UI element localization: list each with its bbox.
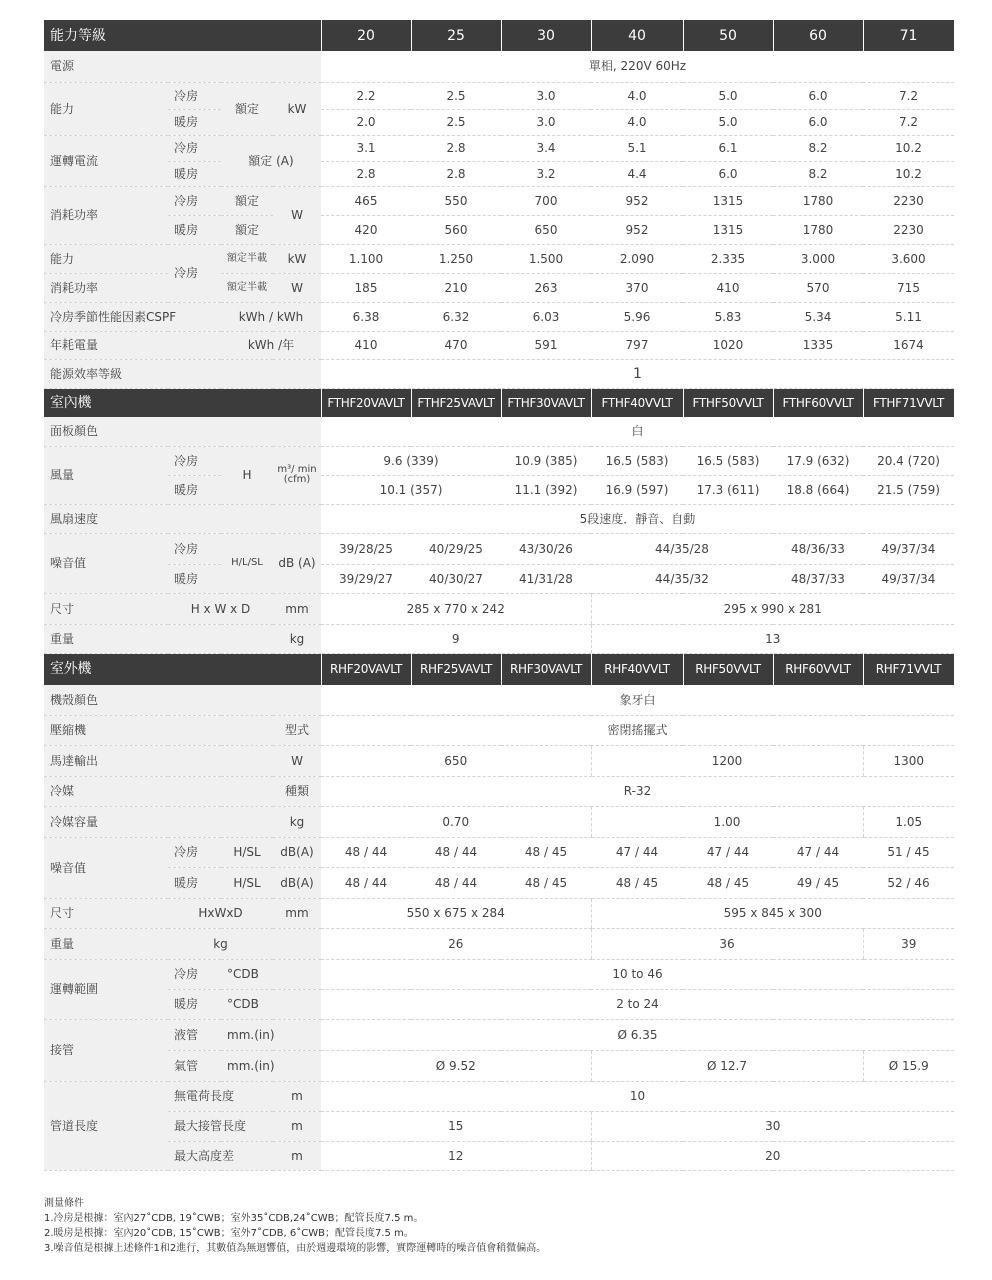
unit-label: 種類	[273, 776, 321, 806]
value-cell: 48 / 45	[501, 837, 591, 867]
value-cell: 550	[411, 186, 501, 215]
value-cell: 5.0	[683, 82, 773, 109]
value-cell: 10 to 46	[321, 959, 954, 989]
charge-row	[44, 806, 954, 837]
maxheight-row	[44, 1141, 954, 1170]
value-cell: 36	[591, 928, 863, 959]
value-cell: 410	[321, 331, 411, 359]
value-cell: 650	[501, 215, 591, 244]
value-cell: Ø 6.35	[321, 1019, 954, 1050]
value-cell: 5.34	[773, 302, 863, 331]
value-cell: 21.5 (759)	[863, 475, 954, 504]
rated-label: 額定	[221, 215, 273, 244]
refrigerant-value: R-32	[321, 776, 954, 806]
value-cell: 1.100	[321, 244, 411, 273]
value-cell: 48 / 45	[501, 867, 591, 898]
value-cell: 591	[501, 331, 591, 359]
value-cell: 3.0	[501, 82, 591, 109]
consumption-heat-row	[44, 215, 954, 244]
model-col: 71	[863, 20, 954, 51]
unit-label: kWh /年	[221, 331, 321, 359]
model-col: RHF40VVLT	[591, 653, 683, 685]
value-cell: 48 / 45	[683, 867, 773, 898]
compressor-label: 壓縮機	[44, 715, 273, 745]
liquid-pipe-row	[44, 1019, 954, 1050]
noload-label: 無電荷長度	[168, 1081, 273, 1111]
pipe-label: 接管	[44, 1019, 168, 1081]
value-cell: 185	[321, 273, 411, 302]
value-cell: 49/37/34	[863, 533, 954, 564]
value-cell: 48 / 44	[321, 867, 411, 898]
value-cell: 52 / 46	[863, 867, 954, 898]
value-cell: 48 / 45	[591, 867, 683, 898]
value-cell: 47 / 44	[773, 837, 863, 867]
model-col: RHF20VAVLT	[321, 653, 411, 685]
motor-label: 馬達輸出	[44, 745, 273, 776]
mode-label: H/L/SL	[221, 533, 273, 593]
annual-row	[44, 331, 954, 359]
rated-half-label: 額定半載	[221, 244, 273, 273]
panel-row	[44, 417, 954, 446]
value-cell: 3.1	[321, 135, 411, 161]
model-col: RHF60VVLT	[773, 653, 863, 685]
value-cell: 44/35/28	[591, 533, 773, 564]
unit-label: kW	[273, 82, 321, 135]
indoor-noise-cool-row	[44, 533, 954, 564]
fan-label: 風扇速度	[44, 504, 321, 533]
motor-row	[44, 745, 954, 776]
rated-label: 額定 (A)	[221, 135, 321, 186]
model-col: FTHF20VAVLT	[321, 388, 411, 417]
heat-label: 暖房	[168, 564, 221, 593]
model-col: 25	[411, 20, 501, 51]
cspf-row	[44, 302, 954, 331]
airflow-cool-row	[44, 446, 954, 475]
note-line: 2.暖房是根據：室內20˚CDB, 15˚CWB；室外7˚CDB, 6˚CWB；配管長度7.5 m。	[44, 1228, 414, 1239]
weight-label: 重量	[44, 624, 168, 653]
unit-label: W	[273, 273, 321, 302]
value-cell: 39/29/27	[321, 564, 411, 593]
value-cell: 370	[591, 273, 683, 302]
casing-value: 象牙白	[321, 685, 954, 715]
value-cell: 3.4	[501, 135, 591, 161]
value-cell: 10.2	[863, 161, 954, 186]
fan-row	[44, 504, 954, 533]
value-cell: 48/37/33	[773, 564, 863, 593]
value-cell: 470	[411, 331, 501, 359]
mode-label: H/SL	[221, 867, 273, 898]
half-capacity-label: 能力	[44, 244, 168, 273]
mode-label: H/SL	[221, 837, 273, 867]
value-cell: 2.8	[411, 161, 501, 186]
airflow-label: 風量	[44, 446, 168, 504]
value-cell: Ø 15.9	[863, 1050, 954, 1081]
model-col: 30	[501, 20, 591, 51]
value-cell: 1315	[683, 215, 773, 244]
unit-label: m	[273, 1081, 321, 1111]
unit-label: m³/ min (cfm)	[273, 446, 321, 504]
weight-label: 重量	[44, 928, 168, 959]
value-cell: 47 / 44	[683, 837, 773, 867]
model-col: 60	[773, 20, 863, 51]
value-cell: 2 to 24	[321, 989, 954, 1019]
value-cell: 952	[591, 215, 683, 244]
cool-label: 冷房	[168, 837, 221, 867]
maxlen-row	[44, 1111, 954, 1141]
value-cell: 952	[591, 186, 683, 215]
noise-label: 噪音值	[44, 533, 168, 593]
value-cell: 5.83	[683, 302, 773, 331]
value-cell: 1315	[683, 186, 773, 215]
refrigerant-row	[44, 776, 954, 806]
power-value: 單相, 220V 60Hz	[321, 51, 954, 82]
value-cell: 1.05	[863, 806, 954, 837]
length-label: 管道長度	[44, 1081, 168, 1170]
annual-label: 年耗電量	[44, 331, 221, 359]
value-cell: 17.9 (632)	[773, 446, 863, 475]
unit-label: mm	[273, 593, 321, 624]
unit-label: °CDB	[221, 959, 321, 989]
value-cell: 6.38	[321, 302, 411, 331]
value-cell: 700	[501, 186, 591, 215]
model-col: RHF71VVLT	[863, 653, 954, 685]
indoor-header-row	[44, 388, 954, 417]
value-cell: 263	[501, 273, 591, 302]
value-cell: 715	[863, 273, 954, 302]
value-cell: 1780	[773, 215, 863, 244]
capacity-cool-row	[44, 82, 954, 109]
value-cell: 5.1	[591, 135, 683, 161]
maxlen-label: 最大接管長度	[168, 1111, 273, 1141]
value-cell: 39	[863, 928, 954, 959]
heat-label: 暖房	[168, 475, 221, 504]
unit-label: kW	[273, 244, 321, 273]
value-cell: 48 / 44	[321, 837, 411, 867]
value-cell: 1674	[863, 331, 954, 359]
indoor-title: 室內機	[44, 388, 321, 417]
value-cell: 1200	[591, 745, 863, 776]
dims-label: HxWxD	[168, 898, 273, 928]
value-cell: 49 / 45	[773, 867, 863, 898]
capacity-heat-row	[44, 109, 954, 135]
measurement-notes	[44, 1196, 546, 1256]
heat-label: 暖房	[168, 109, 221, 135]
cool-label: 冷房	[168, 446, 221, 475]
value-cell: 10.9 (385)	[501, 446, 591, 475]
value-cell: 2.8	[411, 135, 501, 161]
value-cell: 6.32	[411, 302, 501, 331]
value-cell: 1.500	[501, 244, 591, 273]
unit-label: mm.(in)	[221, 1050, 321, 1081]
value-cell: 13	[591, 624, 954, 653]
value-cell: 4.0	[591, 109, 683, 135]
size-label: 尺寸	[44, 593, 168, 624]
half-capacity-row	[44, 244, 954, 273]
rated-label: 額定	[221, 186, 273, 215]
gas-label: 氣管	[168, 1050, 221, 1081]
unit-label: m	[273, 1111, 321, 1141]
model-col: 50	[683, 20, 773, 51]
dims-label: H x W x D	[168, 593, 273, 624]
value-cell: 10.2	[863, 135, 954, 161]
value-cell: 6.1	[683, 135, 773, 161]
value-cell: 3.600	[863, 244, 954, 273]
indoor-noise-heat-row	[44, 564, 954, 593]
outdoor-noise-cool-row	[44, 837, 954, 867]
model-col: FTHF30VAVLT	[501, 388, 591, 417]
compressor-row	[44, 715, 954, 745]
value-cell: 5.96	[591, 302, 683, 331]
value-cell: 51 / 45	[863, 837, 954, 867]
value-cell: 295 x 990 x 281	[591, 593, 954, 624]
model-col: FTHF60VVLT	[773, 388, 863, 417]
panel-value: 白	[321, 417, 954, 446]
size-label: 尺寸	[44, 898, 168, 928]
value-cell: 44/35/32	[591, 564, 773, 593]
compressor-value: 密閉搖擺式	[321, 715, 954, 745]
model-col: RHF25VAVLT	[411, 653, 501, 685]
value-cell: 285 x 770 x 242	[321, 593, 591, 624]
model-col: RHF30VAVLT	[501, 653, 591, 685]
model-col: FTHF71VVLT	[863, 388, 954, 417]
value-cell: 4.4	[591, 161, 683, 186]
efficiency-row	[44, 359, 954, 388]
cool-label: 冷房	[168, 135, 221, 161]
current-cool-row	[44, 135, 954, 161]
value-cell: 410	[683, 273, 773, 302]
value-cell: 7.2	[863, 109, 954, 135]
unit-label: dB(A)	[273, 867, 321, 898]
efficiency-value: 1	[321, 359, 954, 388]
value-cell: Ø 9.52	[321, 1050, 591, 1081]
model-col: FTHF25VAVLT	[411, 388, 501, 417]
unit-label: kg	[168, 928, 273, 959]
value-cell: 3.0	[501, 109, 591, 135]
value-cell: 3.000	[773, 244, 863, 273]
value-cell: 550 x 675 x 284	[321, 898, 591, 928]
notes-title: 測量條件	[44, 1198, 84, 1209]
value-cell: 0.70	[321, 806, 591, 837]
range-cool-row	[44, 959, 954, 989]
value-cell: 30	[591, 1111, 954, 1141]
maxheight-label: 最大高度差	[168, 1141, 273, 1170]
value-cell: 41/31/28	[501, 564, 591, 593]
value-cell: 6.0	[773, 109, 863, 135]
charge-label: 冷媒容量	[44, 806, 273, 837]
value-cell: 16.9 (597)	[591, 475, 683, 504]
value-cell: 8.2	[773, 135, 863, 161]
rated-label: 額定	[221, 82, 273, 135]
value-cell: 3.2	[501, 161, 591, 186]
outdoor-size-row	[44, 898, 954, 928]
value-cell: 20	[591, 1141, 954, 1170]
value-cell: 4.0	[591, 82, 683, 109]
value-cell: 5.11	[863, 302, 954, 331]
value-cell: 420	[321, 215, 411, 244]
value-cell: 15	[321, 1111, 591, 1141]
cool-label: 冷房	[168, 533, 221, 564]
value-cell: 2.2	[321, 82, 411, 109]
value-cell: 210	[411, 273, 501, 302]
value-cell: 570	[773, 273, 863, 302]
capacity-label: 能力	[44, 82, 168, 135]
value-cell: 8.2	[773, 161, 863, 186]
value-cell: 16.5 (583)	[683, 446, 773, 475]
capacity-class-title: 能力等級	[44, 20, 321, 51]
fan-value: 5段速度．靜音、自動	[321, 504, 954, 533]
model-col: FTHF50VVLT	[683, 388, 773, 417]
value-cell: 10	[321, 1081, 954, 1111]
value-cell: 2.090	[591, 244, 683, 273]
unit-label: °CDB	[221, 989, 321, 1019]
value-cell: 48 / 44	[411, 837, 501, 867]
value-cell: 6.0	[683, 161, 773, 186]
power-label: 電源	[44, 51, 321, 82]
value-cell: 40/30/27	[411, 564, 501, 593]
spec-table	[44, 20, 955, 1171]
current-heat-row	[44, 161, 954, 186]
value-cell: 9	[321, 624, 591, 653]
half-power-label: 消耗功率	[44, 273, 168, 302]
value-cell: 2.8	[321, 161, 411, 186]
unit-label: dB(A)	[273, 837, 321, 867]
outdoor-header-row	[44, 653, 954, 685]
value-cell: 1335	[773, 331, 863, 359]
unit-label: m	[273, 1141, 321, 1170]
rated-half-label: 額定半載	[221, 273, 273, 302]
indoor-weight-row	[44, 624, 954, 653]
outdoor-weight-row	[44, 928, 954, 959]
indoor-size-row	[44, 593, 954, 624]
value-cell: 2.5	[411, 82, 501, 109]
value-cell: 6.0	[773, 82, 863, 109]
value-cell: 465	[321, 186, 411, 215]
casing-row	[44, 685, 954, 715]
value-cell: 49/37/34	[863, 564, 954, 593]
note-line: 3.噪音值是根據上述條件1和2進行，其數值為無迴響值，由於週邊環境的影響，實際運轉時的噪音值會稍微偏高。	[44, 1243, 547, 1254]
value-cell: 1780	[773, 186, 863, 215]
cool-label: 冷房	[168, 959, 221, 989]
header-row	[44, 20, 954, 51]
outdoor-noise-heat-row	[44, 867, 954, 898]
outdoor-title: 室外機	[44, 653, 321, 685]
range-heat-row	[44, 989, 954, 1019]
heat-label: 暖房	[168, 989, 221, 1019]
unit-label: kg	[273, 624, 321, 653]
efficiency-label: 能源效率等級	[44, 359, 221, 388]
heat-label: 暖房	[168, 867, 221, 898]
cool-label: 冷房	[168, 186, 221, 215]
unit-label: mm.(in)	[221, 1019, 321, 1050]
value-cell: 5.0	[683, 109, 773, 135]
airflow-heat-row	[44, 475, 954, 504]
value-cell: 9.6 (339)	[321, 446, 501, 475]
value-cell: 48 / 44	[411, 867, 501, 898]
unit-label: kg	[273, 806, 321, 837]
unit-label: kWh / kWh	[221, 302, 321, 331]
unit-label: 型式	[273, 715, 321, 745]
model-col: 40	[591, 20, 683, 51]
unit-label: W	[273, 745, 321, 776]
consumption-label: 消耗功率	[44, 186, 168, 244]
value-cell: 11.1 (392)	[501, 475, 591, 504]
value-cell: Ø 12.7	[591, 1050, 863, 1081]
value-cell: 2230	[863, 186, 954, 215]
value-cell: 1300	[863, 745, 954, 776]
panel-label: 面板顏色	[44, 417, 321, 446]
value-cell: 2.0	[321, 109, 411, 135]
unit-label: W	[273, 186, 321, 244]
value-cell: 560	[411, 215, 501, 244]
value-cell: 2230	[863, 215, 954, 244]
value-cell: 7.2	[863, 82, 954, 109]
noload-row	[44, 1081, 954, 1111]
value-cell: 18.8 (664)	[773, 475, 863, 504]
value-cell: 6.03	[501, 302, 591, 331]
consumption-cool-row	[44, 186, 954, 215]
model-col: RHF50VVLT	[683, 653, 773, 685]
cool-label: 冷房	[168, 244, 221, 302]
value-cell: 26	[321, 928, 591, 959]
value-cell: 17.3 (611)	[683, 475, 773, 504]
value-cell: 40/29/25	[411, 533, 501, 564]
value-cell: 1.250	[411, 244, 501, 273]
unit-label: dB (A)	[273, 533, 321, 593]
value-cell: 1020	[683, 331, 773, 359]
value-cell: 12	[321, 1141, 591, 1170]
gas-pipe-row	[44, 1050, 954, 1081]
value-cell: 48/36/33	[773, 533, 863, 564]
h-label: H	[221, 446, 273, 504]
note-line: 1.冷房是根據：室內27˚CDB, 19˚CWB；室外35˚CDB,24˚CWB；配管長度7.5 m。	[44, 1213, 424, 1224]
model-col: FTHF40VVLT	[591, 388, 683, 417]
value-cell: 797	[591, 331, 683, 359]
value-cell: 2.5	[411, 109, 501, 135]
refrigerant-label: 冷媒	[44, 776, 273, 806]
value-cell: 39/28/25	[321, 533, 411, 564]
value-cell: 2.335	[683, 244, 773, 273]
power-row	[44, 51, 954, 82]
value-cell: 20.4 (720)	[863, 446, 954, 475]
value-cell: 1.00	[591, 806, 863, 837]
heat-label: 暖房	[168, 161, 221, 186]
current-label: 運轉電流	[44, 135, 168, 186]
value-cell: 47 / 44	[591, 837, 683, 867]
noise-label: 噪音值	[44, 837, 168, 898]
value-cell: 43/30/26	[501, 533, 591, 564]
value-cell: 16.5 (583)	[591, 446, 683, 475]
casing-label: 機殼顏色	[44, 685, 321, 715]
value-cell: 595 x 845 x 300	[591, 898, 954, 928]
unit-label: mm	[273, 898, 321, 928]
model-col: 20	[321, 20, 411, 51]
value-cell: 650	[321, 745, 591, 776]
heat-label: 暖房	[168, 215, 221, 244]
cspf-label: 冷房季節性能因素CSPF	[44, 302, 221, 331]
range-label: 運轉範圍	[44, 959, 168, 1019]
liquid-label: 液管	[168, 1019, 221, 1050]
value-cell: 10.1 (357)	[321, 475, 501, 504]
cool-label: 冷房	[168, 82, 221, 109]
